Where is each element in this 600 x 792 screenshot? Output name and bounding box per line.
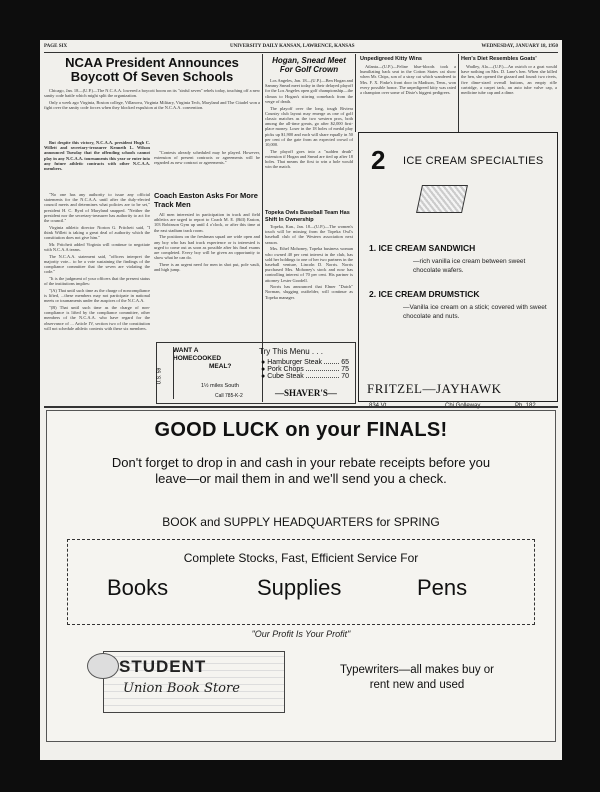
want-line bbox=[173, 347, 231, 371]
hen-story bbox=[461, 64, 557, 97]
mid-column bbox=[154, 150, 260, 167]
hen-headline: Hen's Diet Resembles Goats' bbox=[461, 56, 537, 62]
column-rule bbox=[458, 54, 459, 132]
golf-para: The playoff goes into a "sudden death" extension if Hogan and Snead are tied up after 18 holes. That means the first to win a hole would win the match. bbox=[265, 148, 353, 170]
golf-story bbox=[265, 78, 353, 171]
ad-count: 2 bbox=[371, 145, 386, 175]
lead-para: "No one has any authority to issue any official statements for the N.C.A.A. until after the duly-elected council meets and determines what policies are to be set," president H. C. Byrd of Maryland snapped. "Neither the president nor the secretary-treasurer has authority to act for the council." bbox=[44, 192, 150, 224]
item1-desc: —rich vanilla ice cream between sweet chocolate wafers. bbox=[413, 258, 526, 274]
lead-headline: NCAA President Announces Boycott Of Seven Schools bbox=[65, 55, 239, 84]
call-label: Call 785-K-2 bbox=[215, 393, 243, 399]
golf-headline: Hogan, Snead Meet For Golf Crown bbox=[272, 56, 346, 74]
topeka-para: Topeka, Kan., Jan. 18—(U.P.)—The women's touch will be missing from the Topeka Owl's baseball club of the Western association next season. bbox=[265, 224, 353, 245]
quill-icon bbox=[87, 653, 119, 679]
brand-name: FRITZEL—JAYHAWK bbox=[367, 381, 502, 396]
lead-para: "(A) That until such time as the charge of noncompliance is lifted, ...these members may not participate in national meets or tournaments under the auspices of the N.C.A.A. bbox=[44, 287, 150, 304]
topeka-story bbox=[265, 224, 353, 301]
typewriters-text: Typewriters—all makes buy or rent new and used bbox=[339, 664, 495, 691]
kitty-headline: Unpedigreed Kitty Wins bbox=[360, 56, 422, 62]
menu-item: ● Hamburger Steak 65 bbox=[261, 359, 349, 366]
logo-student: STUDENT bbox=[119, 657, 207, 676]
issue-date: WEDNESDAY, JANUARY 18, 1950 bbox=[481, 44, 558, 49]
finals-headline: GOOD LUCK on your FINALS! bbox=[154, 419, 448, 441]
menu-title: Try This Menu . . . bbox=[259, 347, 324, 356]
word-books: Books bbox=[107, 575, 169, 600]
word-supplies: Supplies bbox=[257, 575, 342, 600]
page-number: PAGE SIX bbox=[44, 44, 68, 49]
lead-story-body bbox=[44, 88, 260, 112]
motto-text: "Our Profit Is Your Profit" bbox=[251, 629, 351, 639]
column-rule bbox=[355, 54, 356, 132]
road-line bbox=[165, 347, 174, 399]
track-story bbox=[154, 212, 260, 274]
ad-title: ICE CREAM SPECIALTIES bbox=[403, 155, 544, 167]
menu-item: ● Cube Steak 70 bbox=[261, 373, 349, 380]
track-para: The positions on the freshman squad are wide open and any boy who has had track experience or is interested is urged to come out as soon as possible after his final exams are completed. Every boy will be given an opportunity to show what he can do. bbox=[154, 234, 260, 261]
item1-title: 1. ICE CREAM SANDWICH bbox=[369, 243, 476, 253]
lead-para: Mr. Pritchett added Virginia will continue to negotiate with N.C.A.A teams. bbox=[44, 241, 150, 253]
lead-para: The N.C.A.A. statement said, "officers interpret the majority vote... to be a vote sustaining the findings of the compliance committee that the seven are violating the code." bbox=[44, 253, 150, 275]
item2-desc: —Vanilla ice cream on a stick; covered with sweet chocolate and nuts. bbox=[403, 304, 547, 320]
section-rule bbox=[44, 406, 558, 408]
newspaper-page bbox=[40, 40, 562, 760]
ice-cream-sandwich-icon bbox=[416, 185, 468, 213]
topeka-para: Mrs. Ethel Mohoney, Topeka business woman who owned 40 per cent interest in the club, has sold her holdings to one of her two partners in the baseball venture, Lincoln D. Norris. Norris purchased Mrs. Mohoney's stock and now has controlling interest of 70 per cent. His partner is attorney Lester Goodell. bbox=[265, 246, 353, 283]
golf-para: Los Angeles, Jan. 18—(U.P.)—Ben Hogan and Sammy Snead meet today in their delayed playoff for the Los Angeles open golf championship—the climax to Hogan's stirring comeback from the verge of death. bbox=[265, 78, 353, 104]
lead-para: "It is the judgment of your officers that the present status of the institutions implies: bbox=[44, 276, 150, 287]
stock-text: Complete Stocks, Fast, Efficient Service For bbox=[183, 551, 419, 565]
lead-para: Only a week ago Virginia, Boston college, Villanova, Virginia Military, Virginia Tech, Maryland and The Citadel won a fight over the sanity code forces when they blocked expulsion at the N.C.A.A. convention. bbox=[44, 99, 260, 111]
distance-label: 1½ miles South bbox=[201, 383, 239, 389]
topeka-para: Norris has announced that Elmer "Dutch" Norman, slugging outfielder, will continue as Topeka manager. bbox=[265, 284, 353, 300]
item2-title: 2. ICE CREAM DRUMSTICK bbox=[369, 289, 480, 299]
hen-para: Wadley, Ala.—(U.P.)—An ostrich or a goat would have nothing on Mrs. D. Lane's hen. When she killed the hen, she opened the gizzard and found: two rivets, five dime-sized overall buttons, an empty rifle cartridge, a carpet tack, an auto tube valve cap, a medicine tube cap and a dime. bbox=[461, 64, 557, 96]
lead-story-col1 bbox=[44, 140, 150, 173]
paper-name: UNIVERSITY DAILY KANSAN, LAWRENCE, KANSAS bbox=[230, 44, 355, 49]
track-para: All men interested in participation in track and field athletics are urged to report to Coach M. E. (Bill) Easton, 103 Robinson Gym up until 4 o'clock, or after this time at the east stadium track room. bbox=[154, 212, 260, 233]
lead-para: "(B) That until such time as the charge of non-compliance is lifted by the compliance committee, other members of the N.C.A.A. who have regard for the observance of ... Article IV, section two of the constitution will not schedule athletic contests with these six members. bbox=[44, 305, 150, 331]
golf-para: The playoff over the long, tough Riviera Country club layout may emerge as one of golf classic matches as the two western pros, both among the all-time greats, go after $2,000 first-place money. Loser in the 18 holes of medal play picks up $1,900 and each will share equally in 50 per cent of the gate from an expected crowd of 10,000. bbox=[265, 105, 353, 147]
rebate-text: Don't forget to drop in and cash in your rebate receipts before you leave—or mail them in and we'll send you a check. bbox=[111, 455, 491, 486]
menu-item: ● Pork Chops 75 bbox=[261, 366, 349, 373]
mid-para: "Contests already scheduled may be played. However, extension of present contracts or agreements will be regarded as new contract or agreements." bbox=[154, 150, 260, 166]
kitty-story bbox=[360, 64, 456, 97]
track-headline: Coach Easton Asks For More Track Men bbox=[154, 191, 258, 209]
shavers-name: —SHAVER'S— bbox=[275, 388, 337, 398]
logo-union: Union Book Store bbox=[123, 681, 240, 696]
hq-text: BOOK and SUPPLY HEADQUARTERS for SPRING bbox=[162, 515, 440, 529]
shavers-ad bbox=[156, 342, 356, 404]
kitty-para: Atlanta—(U.P.)—Feline blue-bloods took a humiliating back seat in the Cotton States cat show when Mr. Chips, son of a stray cat which wandered to Mrs. F. X. Finke's front door in Madison, Tenn., won every possible honor. The unpedigreed kitty was rated a champion over some of Dixie's biggest pedigrees. bbox=[360, 64, 456, 96]
want-line-3: MEAL? bbox=[209, 363, 232, 370]
bookstore-ad bbox=[46, 410, 556, 742]
highway-label: U.S. 59 bbox=[156, 367, 163, 385]
want-line-1: WANT A bbox=[173, 347, 199, 354]
ice-cream-ad bbox=[358, 132, 558, 402]
lead-para: But despite this victory, N.C.A.A. president Hugh C. Willett and secretary-treasurer Kenneth L. Wilson announced Tuesday that the offending schools cannot play in any N.C.A.A. tournaments this year or enter into any future athletic contracts with other N.C.A.A. members. bbox=[44, 140, 150, 172]
lead-para: Virginia athletic director Norton G. Pritchett said, "I think Willett is taking a great deal of authority which the constitution does not give him." bbox=[44, 224, 150, 241]
track-para: There is an urgent need for men in shot put, pole vault, and high jump. bbox=[154, 261, 260, 273]
word-pens: Pens bbox=[417, 575, 468, 600]
masthead-rule bbox=[44, 52, 558, 53]
menu-list bbox=[261, 359, 349, 380]
lead-para: Chicago, Jan. 18—(U.P.)—The N.C.A.A. lowered a boycott boom on its "sinful seven" rebels today, touching off a new sanity code battle which might split the organization. bbox=[44, 88, 260, 99]
lead-story-col1b bbox=[44, 192, 150, 333]
want-line-2: HOMECOOKED bbox=[173, 355, 222, 362]
topeka-headline: Topeka Owls Baseball Team Has Shift In Ownership bbox=[265, 210, 350, 223]
